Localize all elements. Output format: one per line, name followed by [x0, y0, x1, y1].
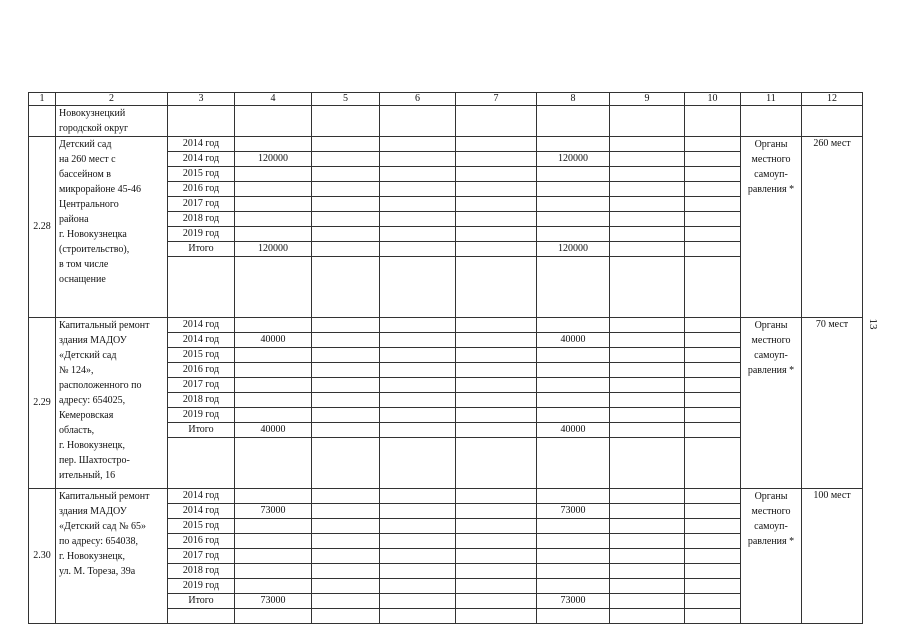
- description-line: здания МАДОУ: [59, 506, 127, 517]
- empty-cell: [685, 594, 741, 609]
- empty-cell: [312, 549, 380, 564]
- empty-cell: [380, 534, 456, 549]
- amount-col-4: 120000: [235, 242, 312, 257]
- executor-line: равления *: [747, 184, 795, 195]
- year-cell: 2014 год: [168, 504, 235, 519]
- item-number: 2.30: [29, 489, 56, 624]
- executor-cell: [741, 137, 802, 318]
- item-number: 2.29: [29, 318, 56, 489]
- empty-cell: [456, 504, 537, 519]
- empty-cell: [456, 549, 537, 564]
- column-number: 10: [685, 93, 741, 106]
- empty-cell: [312, 504, 380, 519]
- empty-cell: [456, 363, 537, 378]
- description-line: ительный, 16: [59, 470, 116, 481]
- empty-cell: [685, 549, 741, 564]
- empty-cell: [456, 378, 537, 393]
- empty-cell: [312, 564, 380, 579]
- empty-cell: [685, 227, 741, 242]
- empty-cell: [312, 333, 380, 348]
- executor-line: самоуп-: [754, 169, 788, 180]
- amount-col-4: [235, 197, 312, 212]
- amount-col-4: [235, 534, 312, 549]
- description-line: здания МАДОУ: [59, 335, 127, 346]
- empty-cell: [312, 242, 380, 257]
- column-number: 9: [610, 93, 685, 106]
- column-number-row: [29, 93, 863, 106]
- empty-cell: [456, 534, 537, 549]
- year-cell: 2019 год: [168, 408, 235, 423]
- amount-col-8: 73000: [537, 504, 610, 519]
- item-number: 2.28: [29, 137, 56, 318]
- empty-cell: [380, 167, 456, 182]
- empty-cell: [610, 212, 685, 227]
- amount-col-8: 120000: [537, 152, 610, 167]
- empty-cell: [380, 423, 456, 438]
- empty-cell: [456, 152, 537, 167]
- empty-cell: [685, 348, 741, 363]
- column-number: 8: [537, 93, 610, 106]
- year-row: [29, 318, 863, 333]
- amount-col-4: [235, 137, 312, 152]
- executor-line: Органы: [754, 491, 788, 502]
- empty-cell: [456, 519, 537, 534]
- empty-cell: [380, 227, 456, 242]
- amount-col-4: 120000: [235, 152, 312, 167]
- empty-cell: [456, 594, 537, 609]
- year-cell: 2016 год: [168, 363, 235, 378]
- empty-cell: [312, 408, 380, 423]
- year-cell: Итого: [168, 242, 235, 257]
- year-cell: 2014 год: [168, 137, 235, 152]
- description-line: «Детский сад: [59, 350, 117, 361]
- empty-cell: [456, 167, 537, 182]
- amount-col-4: [235, 564, 312, 579]
- column-number: 3: [168, 93, 235, 106]
- empty-cell: [685, 212, 741, 227]
- year-row: [29, 137, 863, 152]
- amount-col-8: 120000: [537, 242, 610, 257]
- empty-cell: [380, 489, 456, 504]
- description-line: г. Новокузнецк,: [59, 551, 126, 562]
- year-cell: 2014 год: [168, 333, 235, 348]
- empty-cell: [456, 197, 537, 212]
- column-number: 2: [56, 93, 168, 106]
- amount-col-4: [235, 489, 312, 504]
- empty-cell: [456, 489, 537, 504]
- empty-cell: [380, 318, 456, 333]
- empty-cell: [312, 489, 380, 504]
- column-number: 6: [380, 93, 456, 106]
- empty-cell: [380, 564, 456, 579]
- description-line: адресу: 654025,: [59, 395, 126, 406]
- empty-cell: [456, 212, 537, 227]
- empty-cell: [685, 197, 741, 212]
- empty-cell: [312, 378, 380, 393]
- amount-col-4: [235, 227, 312, 242]
- executor-line: самоуп-: [754, 521, 788, 532]
- amount-col-4: [235, 408, 312, 423]
- amount-col-4: 40000: [235, 333, 312, 348]
- empty-cell: [685, 423, 741, 438]
- empty-cell: [312, 348, 380, 363]
- amount-col-4: [235, 363, 312, 378]
- amount-col-4: [235, 212, 312, 227]
- item-description: [56, 318, 168, 489]
- empty-cell: [610, 197, 685, 212]
- empty-cell: [312, 167, 380, 182]
- amount-col-4: [235, 167, 312, 182]
- empty-cell: [685, 242, 741, 257]
- empty-cell: [380, 212, 456, 227]
- amount-col-8: [537, 363, 610, 378]
- empty-cell: [312, 197, 380, 212]
- empty-cell: [312, 519, 380, 534]
- empty-cell: [380, 137, 456, 152]
- executor-cell: [741, 318, 802, 489]
- empty-cell: [312, 423, 380, 438]
- empty-cell: [685, 137, 741, 152]
- empty-cell: [610, 519, 685, 534]
- empty-cell: [685, 152, 741, 167]
- description-line: г. Новокузнецка: [59, 229, 127, 240]
- amount-col-8: [537, 137, 610, 152]
- empty-cell: [380, 549, 456, 564]
- empty-cell: [685, 167, 741, 182]
- empty-cell: [685, 564, 741, 579]
- executor-cell: [741, 489, 802, 624]
- capacity-cell: 70 мест: [802, 318, 863, 489]
- amount-col-8: [537, 564, 610, 579]
- column-number: 4: [235, 93, 312, 106]
- amount-col-8: [537, 489, 610, 504]
- empty-cell: [610, 152, 685, 167]
- description-line: района: [59, 214, 89, 225]
- empty-cell: [380, 519, 456, 534]
- empty-cell: [380, 363, 456, 378]
- executor-line: Органы: [754, 139, 788, 150]
- year-row: [29, 489, 863, 504]
- description-line: ул. М. Тореза, 39а: [59, 566, 136, 577]
- empty-cell: [610, 579, 685, 594]
- column-number: 1: [29, 93, 56, 106]
- amount-col-4: [235, 182, 312, 197]
- amount-col-4: [235, 318, 312, 333]
- executor-line: равления *: [747, 365, 795, 376]
- empty-cell: [610, 393, 685, 408]
- executor-line: местного: [751, 154, 791, 165]
- empty-cell: [380, 408, 456, 423]
- capacity-cell: 260 мест: [802, 137, 863, 318]
- year-cell: 2017 год: [168, 197, 235, 212]
- empty-cell: [380, 504, 456, 519]
- year-cell: 2019 год: [168, 579, 235, 594]
- empty-cell: [456, 579, 537, 594]
- empty-cell: [610, 564, 685, 579]
- amount-col-8: [537, 534, 610, 549]
- empty-cell: [610, 318, 685, 333]
- amount-col-8: [537, 182, 610, 197]
- empty-cell: [610, 378, 685, 393]
- item-description: [56, 489, 168, 624]
- year-cell: 2018 год: [168, 393, 235, 408]
- amount-col-4: 73000: [235, 594, 312, 609]
- empty-cell: [312, 227, 380, 242]
- description-line: в том числе: [59, 259, 109, 270]
- empty-cell: [456, 242, 537, 257]
- amount-col-4: [235, 579, 312, 594]
- executor-line: Органы: [754, 320, 788, 331]
- amount-col-8: [537, 393, 610, 408]
- empty-cell: [312, 594, 380, 609]
- empty-cell: [610, 227, 685, 242]
- empty-cell: [380, 594, 456, 609]
- year-cell: 2018 год: [168, 212, 235, 227]
- amount-col-8: [537, 167, 610, 182]
- amount-col-8: [537, 549, 610, 564]
- empty-cell: [312, 152, 380, 167]
- empty-cell: [312, 212, 380, 227]
- empty-cell: [312, 182, 380, 197]
- empty-cell: [685, 489, 741, 504]
- empty-cell: [456, 318, 537, 333]
- amount-col-8: 73000: [537, 594, 610, 609]
- empty-cell: [610, 423, 685, 438]
- amount-col-8: [537, 318, 610, 333]
- empty-cell: [610, 182, 685, 197]
- amount-col-8: 40000: [537, 333, 610, 348]
- column-number: 12: [802, 93, 863, 106]
- description-line: (строительство),: [59, 244, 130, 255]
- empty-cell: [610, 333, 685, 348]
- year-cell: 2016 год: [168, 534, 235, 549]
- empty-cell: [610, 137, 685, 152]
- empty-cell: [380, 378, 456, 393]
- empty-cell: [380, 333, 456, 348]
- year-cell: 2015 год: [168, 167, 235, 182]
- empty-cell: [456, 408, 537, 423]
- year-cell: 2017 год: [168, 549, 235, 564]
- description-line: область,: [59, 425, 95, 436]
- empty-cell: [685, 182, 741, 197]
- amount-col-4: [235, 393, 312, 408]
- amount-col-4: [235, 519, 312, 534]
- amount-col-4: [235, 378, 312, 393]
- empty-cell: [610, 408, 685, 423]
- year-cell: 2015 год: [168, 519, 235, 534]
- year-cell: 2014 год: [168, 152, 235, 167]
- empty-cell: [380, 579, 456, 594]
- empty-cell: [610, 534, 685, 549]
- empty-cell: [312, 534, 380, 549]
- description-line: Кемеровская: [59, 410, 114, 421]
- empty-cell: [685, 534, 741, 549]
- empty-cell: [610, 489, 685, 504]
- empty-cell: [312, 363, 380, 378]
- description-line: Капитальный ремонт: [59, 491, 150, 502]
- description-line: бассейном в: [59, 169, 112, 180]
- amount-col-8: [537, 519, 610, 534]
- empty-cell: [312, 318, 380, 333]
- empty-cell: [380, 197, 456, 212]
- region-row: [29, 106, 863, 137]
- empty-cell: [456, 333, 537, 348]
- empty-cell: [380, 152, 456, 167]
- amount-col-8: [537, 348, 610, 363]
- empty-cell: [685, 408, 741, 423]
- empty-cell: [685, 519, 741, 534]
- year-cell: Итого: [168, 594, 235, 609]
- column-number: 7: [456, 93, 537, 106]
- empty-cell: [456, 182, 537, 197]
- empty-cell: [380, 182, 456, 197]
- amount-col-8: [537, 227, 610, 242]
- empty-cell: [456, 348, 537, 363]
- description-line: «Детский сад № 65»: [59, 521, 147, 532]
- empty-cell: [610, 348, 685, 363]
- description-line: расположенного по: [59, 380, 142, 391]
- description-line: Капитальный ремонт: [59, 320, 150, 331]
- empty-cell: [610, 504, 685, 519]
- description-line: Детский сад: [59, 139, 112, 150]
- empty-cell: [380, 242, 456, 257]
- executor-line: местного: [751, 506, 791, 517]
- amount-col-4: 40000: [235, 423, 312, 438]
- empty-cell: [685, 579, 741, 594]
- description-line: г. Новокузнецк,: [59, 440, 126, 451]
- amount-col-8: [537, 408, 610, 423]
- empty-cell: [312, 137, 380, 152]
- amount-col-8: [537, 197, 610, 212]
- description-line: микрорайоне 45-46: [59, 184, 141, 195]
- description-line: № 124»,: [59, 365, 94, 376]
- empty-cell: [456, 227, 537, 242]
- column-number: 11: [741, 93, 802, 106]
- item-description: [56, 137, 168, 318]
- empty-cell: [456, 423, 537, 438]
- year-cell: Итого: [168, 423, 235, 438]
- amount-col-8: 40000: [537, 423, 610, 438]
- empty-cell: [456, 393, 537, 408]
- column-number: 5: [312, 93, 380, 106]
- empty-cell: [685, 363, 741, 378]
- description-line: оснащение: [59, 274, 106, 285]
- amount-col-8: [537, 378, 610, 393]
- empty-cell: [312, 393, 380, 408]
- description-line: по адресу: 654038,: [59, 536, 139, 547]
- amount-col-4: [235, 549, 312, 564]
- empty-cell: [610, 167, 685, 182]
- empty-cell: [610, 594, 685, 609]
- empty-cell: [685, 333, 741, 348]
- year-cell: 2018 год: [168, 564, 235, 579]
- executor-line: местного: [751, 335, 791, 346]
- description-line: на 260 мест с: [59, 154, 116, 165]
- amount-col-8: [537, 212, 610, 227]
- year-cell: 2014 год: [168, 318, 235, 333]
- amount-col-8: [537, 579, 610, 594]
- description-line: Центрального: [59, 199, 119, 210]
- year-cell: 2019 год: [168, 227, 235, 242]
- empty-cell: [610, 242, 685, 257]
- empty-cell: [456, 564, 537, 579]
- empty-cell: [685, 504, 741, 519]
- empty-cell: [312, 579, 380, 594]
- description-line: пер. Шахтостро-: [59, 455, 130, 466]
- capacity-cell: 100 мест: [802, 489, 863, 624]
- empty-cell: [380, 393, 456, 408]
- amount-col-4: 73000: [235, 504, 312, 519]
- empty-cell: [685, 378, 741, 393]
- amount-col-4: [235, 348, 312, 363]
- empty-cell: [380, 348, 456, 363]
- year-cell: 2014 год: [168, 489, 235, 504]
- year-cell: 2016 год: [168, 182, 235, 197]
- empty-cell: [610, 363, 685, 378]
- empty-cell: [456, 137, 537, 152]
- empty-cell: [610, 549, 685, 564]
- empty-cell: [685, 318, 741, 333]
- page-number: 13: [867, 318, 879, 330]
- year-cell: 2017 год: [168, 378, 235, 393]
- empty-cell: [685, 393, 741, 408]
- executor-line: самоуп-: [754, 350, 788, 361]
- region-name: Новокузнецкий городской округ: [56, 106, 168, 137]
- year-cell: 2015 год: [168, 348, 235, 363]
- program-table: [28, 92, 863, 624]
- executor-line: равления *: [747, 536, 795, 547]
